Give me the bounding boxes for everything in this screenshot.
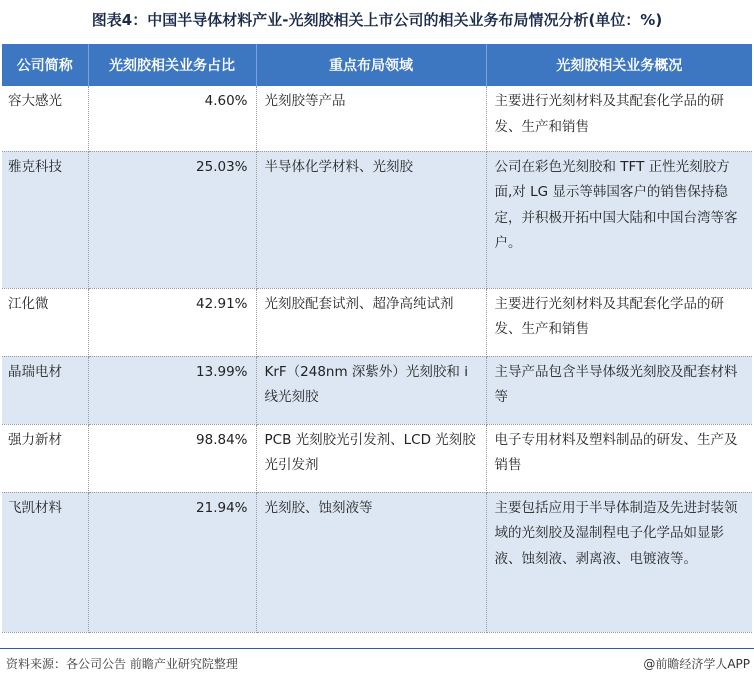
chart-title: 图表4：中国半导体材料产业-光刻胶相关上市公司的相关业务布局情况分析(单位：%) — [91, 11, 663, 29]
focus-area: PCB 光刻胶光引发剂、LCD 光刻胶光引发剂 — [256, 424, 486, 492]
business-share: 13.99% — [88, 356, 256, 424]
table-row — [2, 356, 752, 424]
focus-area: 光刻胶等产品 — [256, 86, 486, 151]
focus-area: 光刻胶、蚀刻液等 — [256, 492, 486, 632]
focus-area: 半导体化学材料、光刻胶 — [256, 151, 486, 288]
company-name: 江化微 — [2, 288, 88, 356]
business-share: 98.84% — [88, 424, 256, 492]
focus-area: KrF（248nm 深紫外）光刻胶和 i 线光刻胶 — [256, 356, 486, 424]
table-row — [2, 288, 752, 356]
business-table — [2, 44, 752, 633]
business-share: 42.91% — [88, 288, 256, 356]
table-row — [2, 424, 752, 492]
company-name: 飞凯材料 — [2, 492, 88, 632]
header-focus: 重点布局领域 — [256, 44, 486, 86]
table-row — [2, 492, 752, 632]
business-share: 25.03% — [88, 151, 256, 288]
header-company: 公司简称 — [2, 44, 88, 86]
company-name: 晶瑞电材 — [2, 356, 88, 424]
source-note: 资料来源：各公司公告 前瞻产业研究院整理 — [6, 657, 238, 671]
table-header-row — [2, 44, 752, 86]
company-name: 容大感光 — [2, 86, 88, 151]
business-overview: 电子专用材料及塑料制品的研发、生产及销售 — [486, 424, 752, 492]
footer — [0, 648, 754, 682]
table-row — [2, 86, 752, 151]
header-share: 光刻胶相关业务占比 — [88, 44, 256, 86]
business-overview: 主导产品包含半导体级光刻胶及配套材料等 — [486, 356, 752, 424]
company-name: 雅克科技 — [2, 151, 88, 288]
business-overview: 主要进行光刻材料及其配套化学品的研发、生产和销售 — [486, 86, 752, 151]
business-share: 21.94% — [88, 492, 256, 632]
brand-credit: @前瞻经济学人APP — [643, 657, 750, 671]
business-overview: 主要进行光刻材料及其配套化学品的研发、生产和销售 — [486, 288, 752, 356]
table-row — [2, 151, 752, 288]
business-share: 4.60% — [88, 86, 256, 151]
company-name: 强力新材 — [2, 424, 88, 492]
header-overview: 光刻胶相关业务概况 — [486, 44, 752, 86]
focus-area: 光刻胶配套试剂、超净高纯试剂 — [256, 288, 486, 356]
business-overview: 公司在彩色光刻胶和 TFT 正性光刻胶方面,对 LG 显示等韩国客户的销售保持稳定，并积极开拓中国大陆和中国台湾等客户。 — [486, 151, 752, 288]
business-overview: 主要包括应用于半导体制造及先进封装领域的光刻胶及湿制程电子化学品如显影液、蚀刻液、剥离液、电镀液等。 — [486, 492, 752, 632]
